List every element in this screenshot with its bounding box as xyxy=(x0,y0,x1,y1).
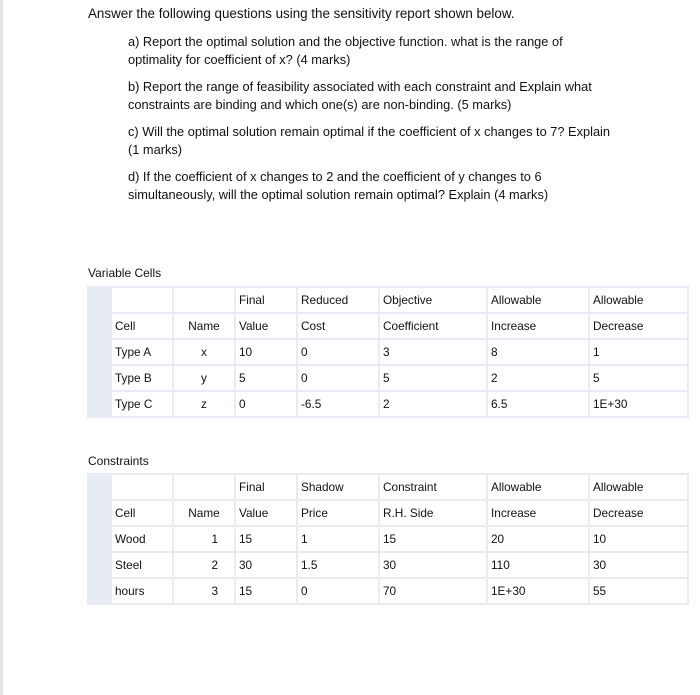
intro-text: Answer the following questions using the sensitivity report shown below. xyxy=(88,6,515,21)
question-c xyxy=(128,123,628,159)
row-gutter xyxy=(89,579,110,603)
table-row xyxy=(89,392,687,416)
question-line: a) Report the optimal solution and the objective function. what is the range of xyxy=(128,34,563,49)
question-b xyxy=(128,78,628,114)
table-row xyxy=(89,553,687,577)
table-cell: 1E+30 xyxy=(488,579,588,603)
table-cell: Cell xyxy=(112,314,172,338)
table-cell xyxy=(174,475,234,499)
table-cell: 30 xyxy=(590,553,687,577)
table-cell: 0 xyxy=(236,392,296,416)
table-cell: 1 xyxy=(590,340,687,364)
table-cell: 15 xyxy=(380,527,486,551)
table-cell: Decrease xyxy=(590,314,687,338)
table-cell xyxy=(174,288,234,312)
table-cell: Allowable xyxy=(488,288,588,312)
table-cell: hours xyxy=(112,579,172,603)
table-cell: Allowable xyxy=(590,288,687,312)
table-cell: 55 xyxy=(590,579,687,603)
table-row xyxy=(89,527,687,551)
table-cell: Type C xyxy=(112,392,172,416)
table-cell: Value xyxy=(236,314,296,338)
variable-cells-label: Variable Cells xyxy=(88,266,162,280)
table-cell: 0 xyxy=(298,579,378,603)
header-row xyxy=(89,314,687,338)
table-cell: Increase xyxy=(488,314,588,338)
header-row xyxy=(89,501,687,525)
question-line: constraints are binding and which one(s) are non-binding. (5 marks) xyxy=(128,97,512,112)
row-gutter xyxy=(89,475,110,499)
table-cell: 70 xyxy=(380,579,486,603)
question-line: b) Report the range of feasibility associated with each constraint and Explain what xyxy=(128,79,592,94)
table-row xyxy=(89,340,687,364)
table-cell xyxy=(112,288,172,312)
table-cell xyxy=(112,475,172,499)
question-a xyxy=(128,33,628,69)
variable-cells-table xyxy=(87,286,689,418)
table-cell: Constraint xyxy=(380,475,486,499)
table-cell: y xyxy=(174,366,234,390)
table-cell: 8 xyxy=(488,340,588,364)
row-gutter xyxy=(89,314,110,338)
row-gutter xyxy=(89,501,110,525)
table-cell: 30 xyxy=(236,553,296,577)
question-line: d) If the coefficient of x changes to 2 and the coefficient of y changes to 6 xyxy=(128,169,542,184)
table-cell: Decrease xyxy=(590,501,687,525)
row-gutter xyxy=(89,553,110,577)
table-cell: Name xyxy=(174,314,234,338)
constraints-label: Constraints xyxy=(88,454,149,468)
table-cell: R.H. Side xyxy=(380,501,486,525)
table-cell: Cell xyxy=(112,501,172,525)
question-d xyxy=(128,168,628,204)
table-cell: 3 xyxy=(380,340,486,364)
table-cell: 10 xyxy=(590,527,687,551)
table-cell: 1 xyxy=(174,527,234,551)
constraints-table xyxy=(87,473,689,605)
table-cell: Objective xyxy=(380,288,486,312)
table-cell: 3 xyxy=(174,579,234,603)
table-cell: Final xyxy=(236,475,296,499)
row-gutter xyxy=(89,392,110,416)
table-cell: 1.5 xyxy=(298,553,378,577)
table-cell: Type A xyxy=(112,340,172,364)
table-cell: Shadow xyxy=(298,475,378,499)
table-cell: 5 xyxy=(590,366,687,390)
table-cell: Value xyxy=(236,501,296,525)
table-cell: Allowable xyxy=(488,475,588,499)
table-cell: 15 xyxy=(236,579,296,603)
table-cell: 2 xyxy=(174,553,234,577)
header-row xyxy=(89,475,687,499)
row-gutter xyxy=(89,366,110,390)
table-cell: 20 xyxy=(488,527,588,551)
table-cell: Name xyxy=(174,501,234,525)
table-cell: Final xyxy=(236,288,296,312)
table-cell: 5 xyxy=(236,366,296,390)
question-line: c) Will the optimal solution remain optimal if the coefficient of x changes to 7? Explain xyxy=(128,124,611,139)
left-edge-rule xyxy=(0,0,3,695)
table-cell: -6.5 xyxy=(298,392,378,416)
table-cell: Allowable xyxy=(590,475,687,499)
table-cell: 30 xyxy=(380,553,486,577)
table-cell: z xyxy=(174,392,234,416)
row-gutter xyxy=(89,288,110,312)
row-gutter xyxy=(89,527,110,551)
table-cell: x xyxy=(174,340,234,364)
row-gutter xyxy=(89,340,110,364)
table-cell: Price xyxy=(298,501,378,525)
table-cell: Wood xyxy=(112,527,172,551)
table-cell: Cost xyxy=(298,314,378,338)
table-cell: 110 xyxy=(488,553,588,577)
header-row xyxy=(89,288,687,312)
table-cell: 15 xyxy=(236,527,296,551)
table-cell: 0 xyxy=(298,340,378,364)
table-row xyxy=(89,366,687,390)
table-cell: 6.5 xyxy=(488,392,588,416)
table-cell: 0 xyxy=(298,366,378,390)
table-cell: 1E+30 xyxy=(590,392,687,416)
question-line: simultaneously, will the optimal solution remain optimal? Explain (4 marks) xyxy=(128,187,549,202)
table-cell: Coefficient xyxy=(380,314,486,338)
table-cell: Steel xyxy=(112,553,172,577)
question-line: (1 marks) xyxy=(128,142,183,157)
table-cell: 10 xyxy=(236,340,296,364)
table-cell: 2 xyxy=(380,392,486,416)
table-row xyxy=(89,579,687,603)
table-cell: 2 xyxy=(488,366,588,390)
question-list xyxy=(128,33,628,213)
question-line: optimality for coefficient of x? (4 marks) xyxy=(128,52,351,67)
table-cell: Increase xyxy=(488,501,588,525)
table-cell: Type B xyxy=(112,366,172,390)
table-cell: 5 xyxy=(380,366,486,390)
table-cell: 1 xyxy=(298,527,378,551)
table-cell: Reduced xyxy=(298,288,378,312)
